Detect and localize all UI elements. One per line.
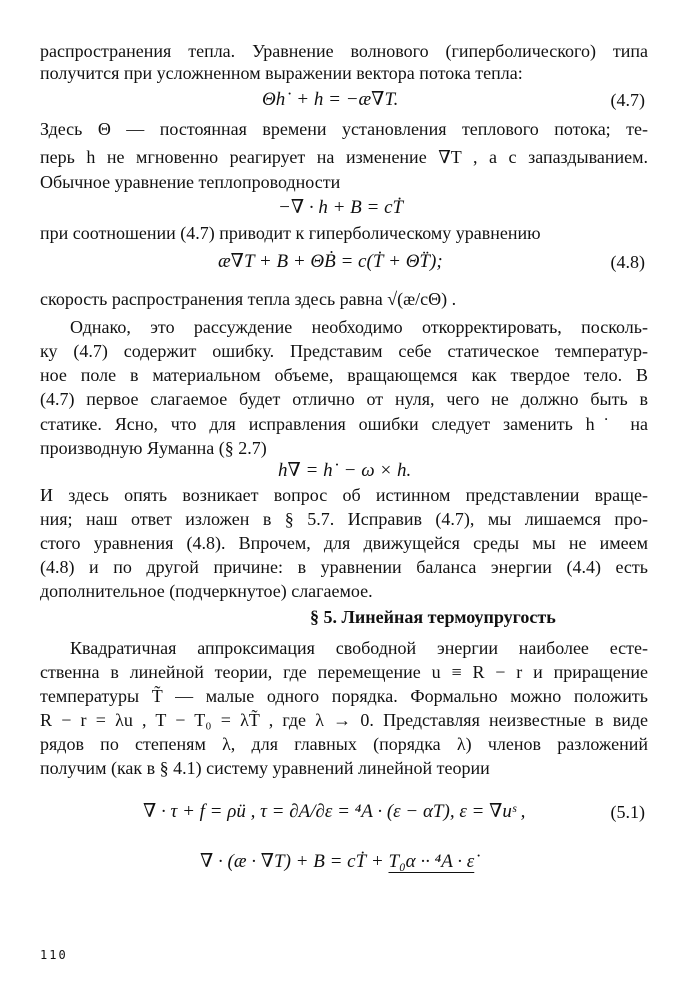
page-number: 110 [40, 948, 68, 962]
jaumann-derivative-equation: h∇ = h˙ − ω × h. [278, 460, 412, 481]
section-heading: § 5. Линейная термоупругость [310, 607, 556, 627]
equation-number: (4.7) [610, 90, 645, 110]
text-line: ственна в линейной теории, где перемещение u ≡ R − r и приращение [40, 662, 648, 682]
text-line: И здесь опять возникает вопрос об истинном представлении враще- [40, 485, 648, 505]
text-line: (4.8) и по другой причине: в уравнении баланса энергии (4.4) есть [40, 557, 648, 577]
equation-4-8: æ∇T + B + ΘḂ = c(Ṫ + ΘT̈); [218, 251, 443, 272]
equation-number: (5.1) [610, 802, 645, 822]
text-line: ку (4.7) содержит ошибку. Представим себе статическое температур- [40, 341, 648, 361]
text-line: Однако, это рассуждение необходимо откорректировать, посколь- [70, 317, 648, 337]
text-line: получим (как в § 4.1) систему уравнений линейной теории [40, 758, 490, 778]
text-line: распространения тепла. Уравнение волнового (гиперболического) типа [40, 41, 648, 61]
text-line: при соотношении (4.7) приводит к гиперболическому уравнению [40, 223, 541, 243]
text-line: перь h не мгновенно реагирует на изменение ∇T , а с запаздыванием. [40, 147, 648, 167]
text-line: рядов по степеням λ, для главных (порядка λ) членов разложений [40, 734, 648, 754]
underlined-term: T₀α ·· ⁴A · ε̇ [388, 851, 475, 872]
text-line: R − r = λu , T − T₀ = λT̃ , где λ → 0. Представляя неизвестные в виде [40, 710, 648, 730]
text-line: Здесь Θ — постоянная времени установления теплового потока; те- [40, 119, 648, 139]
heat-equation: −∇ · h + B = cṪ [278, 197, 404, 218]
equation-5-1b-main: ∇ · (æ · ∇T) + B = cṪ + [200, 851, 389, 872]
text-line: производную Яуманна (§ 2.7) [40, 438, 267, 458]
text-line: температуры T̃ — малые одного порядка. Формально можно положить [40, 686, 648, 706]
equation-5-1a: ∇ · τ + f = ρü , τ = ∂A/∂ε = ⁴A · (ε − αT), ε = ∇uˢ , [143, 801, 526, 822]
text-line: скорость распространения тепла здесь равна √(æ/cΘ) . [40, 289, 457, 309]
equation-number: (4.8) [610, 252, 645, 272]
text-line: ное поле в материальном объеме, вращающемся как твердое тело. В [40, 365, 648, 385]
text-line: Квадратичная аппроксимация свободной энергии наиболее есте- [70, 638, 648, 658]
text-line: статике. Ясно, что для исправления ошибки следует заменить h˙ на [40, 414, 648, 434]
text-line: получится при усложненном выражении вектора потока тепла: [40, 63, 523, 83]
equation-5-1b [200, 850, 474, 874]
text-line: стого уравнения (4.8). Впрочем, для движущейся среды мы не имеем [40, 533, 648, 553]
text-line: ния; наш ответ изложен в § 5.7. Исправив (4.7), мы лишаемся про- [40, 509, 648, 529]
equation-4-7: Θh˙ + h = −æ∇T. [262, 89, 399, 110]
text-line: Обычное уравнение теплопроводности [40, 172, 341, 192]
text-line: дополнительное (подчеркнутое) слагаемое. [40, 581, 373, 601]
text-line: (4.7) первое слагаемое будет отлично от нуля, чего не должно быть в [40, 389, 648, 409]
